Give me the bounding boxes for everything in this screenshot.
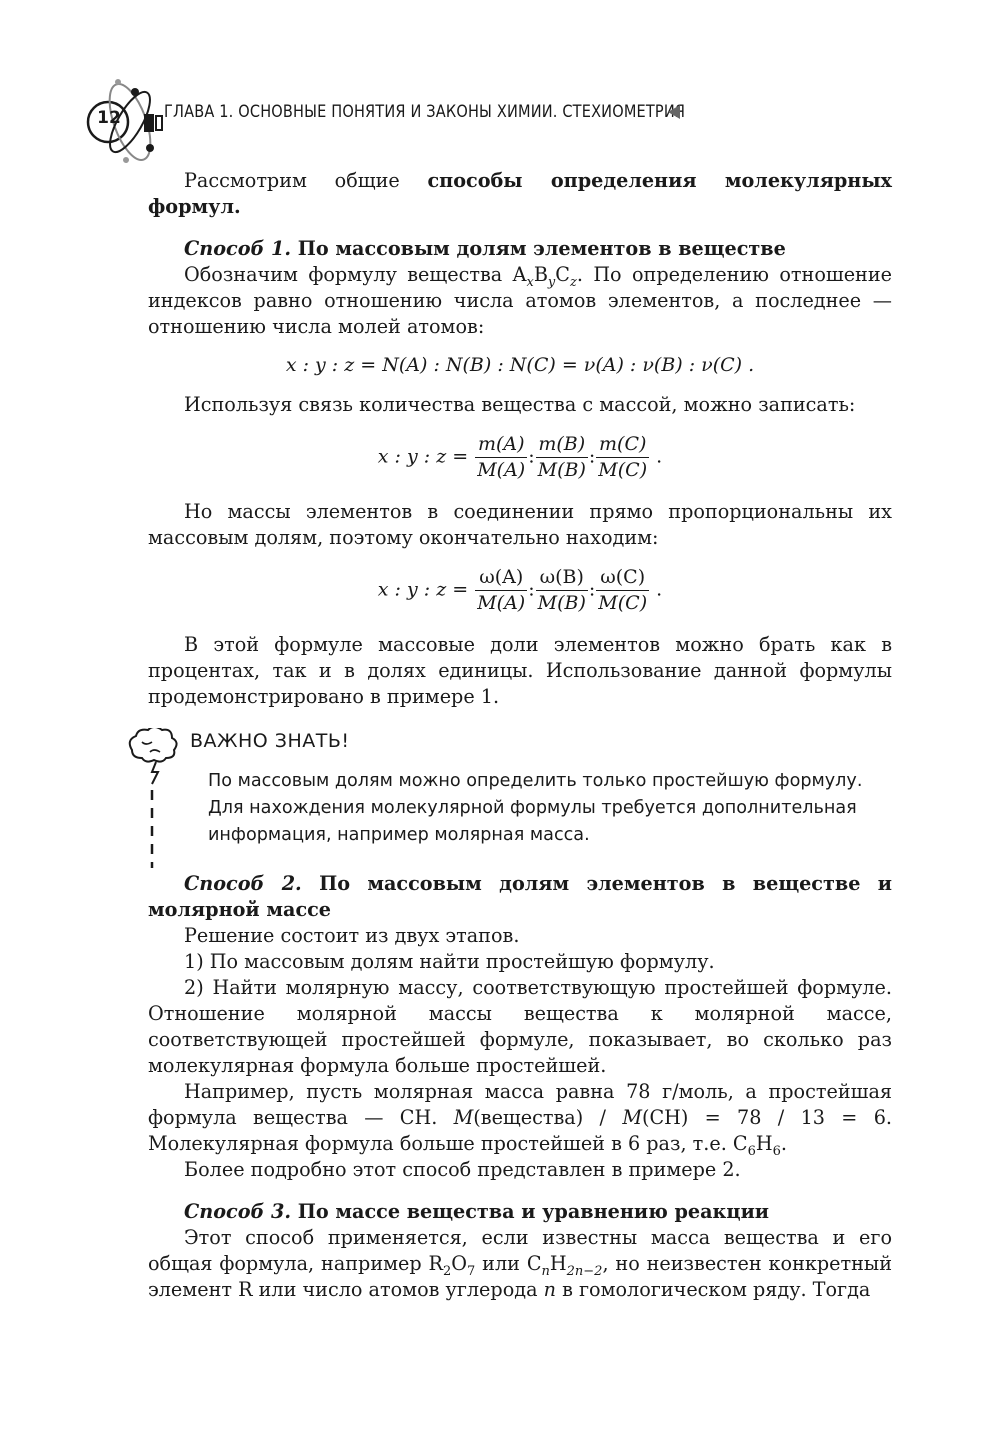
- triangle-left-icon: [668, 105, 680, 119]
- formula-mass-ratio: x : y : z = $\frac{m(A)}{M(A)}$ : $\frac{m(B)}{M(B)}$ : $\frac{m(C)}{M(C)}$ .: [377, 433, 663, 481]
- brain-lightning-icon: [126, 728, 186, 878]
- method2-paragraph5: Более подробно этот способ представлен в примере 2.: [184, 1158, 741, 1181]
- method2-step1: 1) По массовым долям найти простейшую формулу.: [184, 950, 715, 973]
- method1-paragraph2: Используя связь количества вещества с массой, можно записать:: [184, 393, 856, 416]
- page-header: [80, 78, 700, 168]
- intro-paragraph: Рассмотрим общие способы определения молекулярных формул.: [148, 169, 892, 218]
- running-head: ГЛАВА 1. ОСНОВНЫЕ ПОНЯТИЯ И ЗАКОНЫ ХИМИИ. СТЕХИОМЕТРИЯ: [164, 102, 686, 121]
- formula-ratio-moles: x : y : z = N(A) : N(B) : N(C) = ν(A) : ν(B) : ν(C) .: [285, 354, 755, 376]
- method1-paragraph1: Обозначим формулу вещества $A_xB_yC_z$. По определению отношение индексов равно отношению числа атомов элементов, а последнее — отношению числа молей атомов:: [148, 263, 892, 338]
- important-text: По массовым долям можно определить только простейшую формулу. Для нахождения молекулярной формулы требуется дополнительная информация, например молярная масса.: [208, 771, 863, 845]
- method2-step2: 2) Найти молярную массу, соответствующую простейшей формуле. Отношение молярной массы вещества к молярной массе, соответствующей простейшей формуле, показывает, во сколько раз молекулярная формула больше простейшей.: [148, 976, 892, 1077]
- method1-paragraph4: В этой формуле массовые доли элементов можно брать как в процентах, так и в долях единицы. Использование данной формулы продемонстрировано в примере 1.: [148, 633, 892, 708]
- method1-heading: Способ 1. По массовым долям элементов в веществе: [184, 237, 786, 260]
- important-box: [126, 728, 892, 849]
- method3-paragraph1: Этот способ применяется, если известны масса вещества и его общая формула, например $R_2O_7$ или $C_nH_{2n-2}$, но неизвестен конкретный элемент R или число атомов углерода n в гомологическом ряду. Тогда: [148, 1226, 892, 1301]
- method2-example: Например, пусть молярная масса равна 78 г/моль, а простейшая формула вещества — CH. M(вещества) / M(CH) = 78 / 13 = 6. Молекулярная формула больше простейшей в 6 раз, т.е. $C_6H_6$.: [148, 1080, 893, 1159]
- important-title: ВАЖНО ЗНАТЬ!: [190, 730, 350, 752]
- method1-paragraph3: Но массы элементов в соединении прямо пропорциональны их массовым долям, поэтому окончательно находим:: [148, 500, 892, 549]
- page-number: 12: [97, 108, 121, 128]
- page-content: [148, 168, 892, 1303]
- method3-heading: Способ 3. По массе вещества и уравнению реакции: [184, 1200, 770, 1223]
- method2-paragraph1: Решение состоит из двух этапов.: [184, 924, 520, 947]
- formula-fraction-ratio: x : y : z = $\frac{\omega(A)}{M(A)}$ : $\frac{\omega(B)}{M(B)}$ : $\frac{\omega(C)}{M(C)}$ .: [377, 566, 663, 614]
- method2-heading: Способ 2. По массовым долям элементов в веществе и молярной массе: [148, 872, 892, 921]
